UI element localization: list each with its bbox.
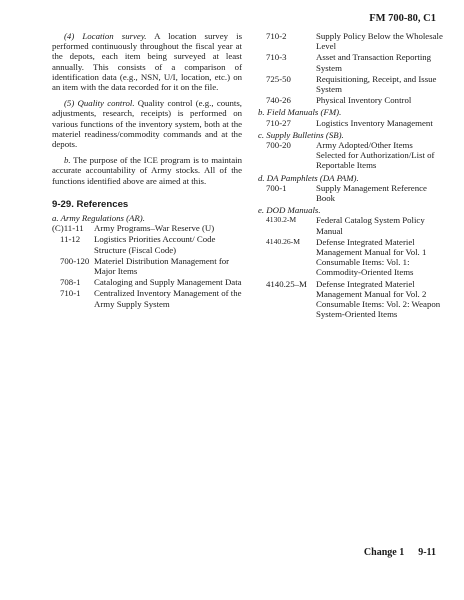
reference-number: 11-12 xyxy=(60,234,81,245)
group-heading-da-pam: d. DA Pamphlets (DA PAM). xyxy=(258,172,359,183)
reference-title: Federal Catalog System Policy Manual xyxy=(316,215,425,236)
page-footer xyxy=(364,547,436,558)
reference-entry xyxy=(52,277,242,287)
reference-number: 700-20 xyxy=(266,140,291,151)
left-column xyxy=(52,31,242,310)
reference-number: 725-50 xyxy=(266,73,291,84)
reference-entry xyxy=(258,118,444,128)
reference-entry xyxy=(258,237,444,278)
reference-title: Materiel Distribution Management for Major Items xyxy=(94,255,230,277)
right-column xyxy=(258,31,444,320)
reference-title: Supply Policy Below the Wholesale Level xyxy=(316,31,443,52)
paragraph-label: b. xyxy=(64,155,71,166)
reference-title: Army Programs–War Reserve (U) xyxy=(94,223,215,234)
paragraph-text: Quality control (e.g., counts, adjustments, research, receipts) is performed on various functions of the inventory system, both at the materiel readiness/commodity commands and at the depots. xyxy=(52,98,242,150)
reference-number: 4140.25–M xyxy=(266,278,307,289)
reference-number: 710-3 xyxy=(266,52,287,63)
reference-title: Physical Inventory Control xyxy=(316,95,412,106)
reference-title: Defense Integrated Materiel Management Manual for Vol. 1 Consumable Items: Vol. 1: Commodity-Oriented Items xyxy=(316,236,427,278)
reference-entry xyxy=(258,140,444,171)
reference-entry xyxy=(52,288,242,308)
reference-title: Requisitioning, Receipt, and Issue System xyxy=(316,73,437,95)
reference-title: Army Adopted/Other Items Selected for Authorization/List of Reportable Items xyxy=(316,140,435,171)
reference-title: Asset and Transaction Reporting System xyxy=(316,52,432,73)
reference-title: Centralized Inventory Management of the Army Supply System xyxy=(94,288,242,309)
reference-number: 740-26 xyxy=(266,95,291,106)
paragraph-location-survey xyxy=(52,31,242,92)
reference-entry xyxy=(258,215,444,235)
change-label: Change 1 xyxy=(363,547,405,558)
reference-number: 710-2 xyxy=(266,31,287,41)
reference-title: Supply Management Reference Book xyxy=(316,182,427,204)
reference-entry xyxy=(52,223,242,233)
reference-title: Logistics Priorities Account/ Code Structure (Fiscal Code) xyxy=(94,234,216,255)
reference-title: Cataloging and Supply Management Data xyxy=(94,277,242,288)
paragraph-quality-control xyxy=(52,98,242,149)
reference-entry xyxy=(258,52,444,72)
reference-number: 708-1 xyxy=(60,277,81,288)
reference-entry xyxy=(52,234,242,254)
reference-entry xyxy=(258,183,444,203)
group-heading-dod: e. DOD Manuals. xyxy=(258,205,321,216)
reference-entry xyxy=(52,256,242,276)
manual-code: FM 700-80, C1 xyxy=(369,13,436,24)
paragraph-purpose xyxy=(52,155,242,186)
reference-number: 710-1 xyxy=(60,288,81,299)
paragraph-text: A location survey is performed continuously throughout the fiscal year at the depots, each item being surveyed at least annually. This consists of a comparison of identification data (e.g., NSN, U/I, location, etc.) on an item with the data recorded for it on the file. xyxy=(52,31,243,93)
reference-title: Logistics Inventory Management xyxy=(316,117,433,128)
reference-number: (C)11-11 xyxy=(52,223,84,234)
paragraph-label: (5) Quality control. xyxy=(64,98,135,109)
reference-title: Defense Integrated Materiel Management Manual for Vol. 2 Consumable Items: Vol. 2: Weapon System-Oriented Items xyxy=(316,278,441,320)
reference-entry xyxy=(258,74,444,94)
reference-entry xyxy=(258,95,444,105)
section-title: 9-29. References xyxy=(52,198,129,210)
group-heading-fm: b. Field Manuals (FM). xyxy=(258,107,342,118)
reference-number: 700-120 xyxy=(60,255,90,266)
reference-entry xyxy=(258,279,444,320)
group-heading-ar: a. Army Regulations (AR). xyxy=(52,213,145,224)
reference-number: 4130.2-M xyxy=(266,215,297,225)
page-number: 9-11 xyxy=(418,547,436,558)
paragraph-label: (4) Location survey. xyxy=(64,31,147,41)
reference-number: 700-1 xyxy=(266,182,287,193)
group-heading-sb: c. Supply Bulletins (SB). xyxy=(258,129,344,140)
reference-entry xyxy=(258,31,444,51)
reference-number: 4140.26-M xyxy=(266,236,300,246)
reference-number: 710-27 xyxy=(266,117,291,128)
paragraph-text: The purpose of the ICE program is to maintain accurate accountability of Army stocks. All of the functions identified above are aimed at this. xyxy=(52,155,242,186)
